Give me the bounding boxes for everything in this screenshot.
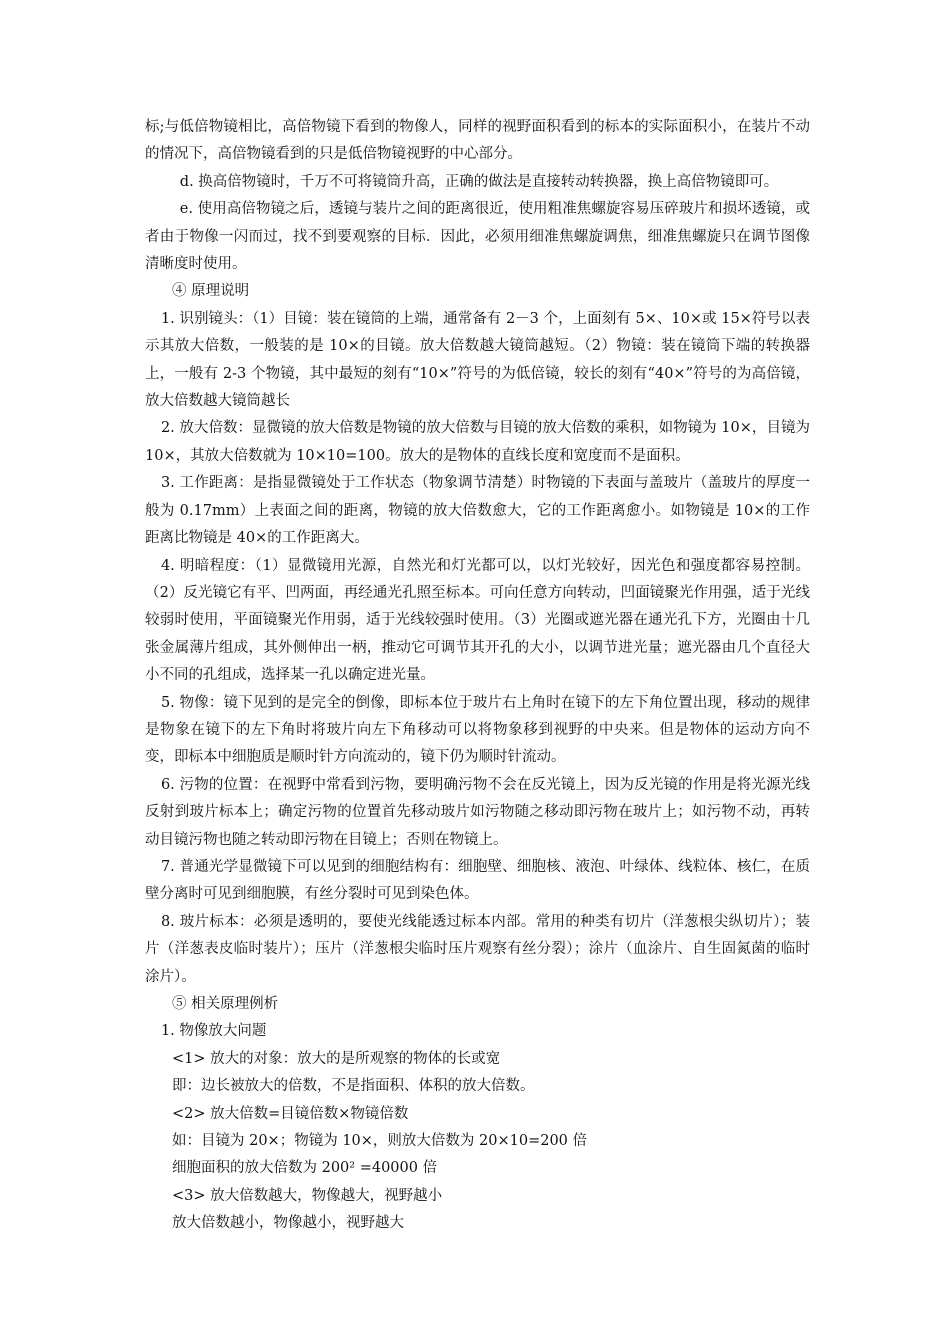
subheading-magnification: 1. 物像放大问题 [160,1023,267,1040]
line-example: 如：目镜为 20×；物镜为 10×，则放大倍数为 20×10=200 倍 [172,1133,588,1150]
section-heading-principles: ④ 原理说明 [172,283,250,300]
paragraph-item-6: 6. 污物的位置：在视野中常看到污物，要明确污物不会在反光镜上，因为反光镜的作用是将光源光线反射到玻片标本上；确定污物的位置首先移动玻片如污物随之移动即污物在玻片上；如污物不动，再转动目镜污物也随之转动即污物在目镜上；否则在物镜上。 [145,776,810,848]
paragraph-item-4: 4. 明暗程度：（1）显微镜用光源，自然光和灯光都可以，以灯光较好，因光色和强度都容易控制。（2）反光镜它有平、凹两面，再经通光孔照至标本。可向任意方向转动，凹面镜聚光作用强，适于光线较弱时使用，平面镜聚光作用弱，适于光线较强时使用。（3）光圈或遮光器在通光孔下方，光圈由十几张金属薄片组成，其外侧伸出一柄，推动它可调节其开孔的大小，以调节进光量；遮光器由几个直径大小不同的孔组成，选择某一孔以确定进光量。 [145,557,810,684]
line-edge-magnified: 即：边长被放大的倍数，不是指面积、体积的放大倍数。 [172,1078,535,1095]
paragraph-item-5: 5. 物像：镜下见到的是完全的倒像，即标本位于玻片右上角时在镜下的左下角位置出现，移动的规律是物象在镜下的左下角时将玻片向左下角移动可以将物象移到视野的中央来。但是物体的运动方向不变，即标本中细胞质是顺时针方向流动的，镜下仍为顺时针流动。 [145,694,810,766]
paragraph-item-3: 3. 工作距离：是指显微镜处于工作状态（物象调节清楚）时物镜的下表面与盖玻片（盖玻片的厚度一般为 0.17mm）上表面之间的距离，物镜的放大倍数愈大，它的工作距离愈小。如物镜是 10×的工作距离比物镜是 40×的工作距离大。 [145,475,810,547]
line-larger-magnification: <3> 放大倍数越大，物像越大，视野越小 [172,1187,443,1204]
paragraph-step-e: e. 使用高倍物镜之后，透镜与装片之间的距离很近，使用粗准焦螺旋容易压碎玻片和损坏透镜，或者由于物像一闪而过，找不到要观察的目标．因此，必须用细准焦螺旋调焦，细准焦螺旋只在调节图像清晰度时使用。 [145,201,810,273]
paragraph-item-1: 1. 识别镜头：（1）目镜：装在镜筒的上端，通常备有 2－3 个，上面刻有 5×、10×或 15×符号以表示其放大倍数，一般装的是 10×的目镜。放大倍数越大镜筒越短。（2）物镜：装在镜筒下端的转换器上，一般有 2-3 个物镜，其中最短的刻有“10×”符号的为低倍镜，较长的刻有“40×”符号的为高倍镜，放大倍数越大镜筒越长 [145,310,810,410]
paragraph-item-8: 8. 玻片标本：必须是透明的，要使光线能透过标本内部。常用的种类有切片（洋葱根尖纵切片）；装片（洋葱表皮临时装片）；压片（洋葱根尖临时压片观察有丝分裂）；涂片（血涂片、自生固氮菌的临时涂片）。 [145,913,810,985]
paragraph-item-7: 7. 普通光学显微镜下可以见到的细胞结构有：细胞壁、细胞核、液泡、叶绿体、线粒体、核仁，在质壁分离时可见到细胞膜，有丝分裂时可见到染色体。 [145,858,810,903]
line-magnification-formula: <2> 放大倍数=目镜倍数×物镜倍数 [172,1105,409,1122]
paragraph-step-d: d. 换高倍物镜时，千万不可将镜筒升高，正确的做法是直接转动转换器，换上高倍物镜即可。 [179,173,779,190]
section-heading-examples: ⑤ 相关原理例析 [172,996,279,1012]
document-body [145,114,810,1238]
paragraph-item-2: 2. 放大倍数：显微镜的放大倍数是物镜的放大倍数与目镜的放大倍数的乘积，如物镜为 10×，目镜为 10×，其放大倍数就为 10×10=100。放大的是物体的直线长度和宽度而不是面积。 [145,420,810,464]
line-magnified-object: <1> 放大的对象：放大的是所观察的物体的长或宽 [172,1050,501,1067]
line-area-magnification: 细胞面积的放大倍数为 200² =40000 倍 [172,1160,438,1177]
paragraph-continued: 标;与低倍物镜相比，高倍物镜下看到的物像人，同样的视野面积看到的标本的实际面积小，在装片不动的情况下，高倍物镜看到的只是低倍物镜视野的中心部分。 [145,119,810,163]
line-smaller-magnification: 放大倍数越小，物像越小，视野越大 [172,1215,404,1232]
